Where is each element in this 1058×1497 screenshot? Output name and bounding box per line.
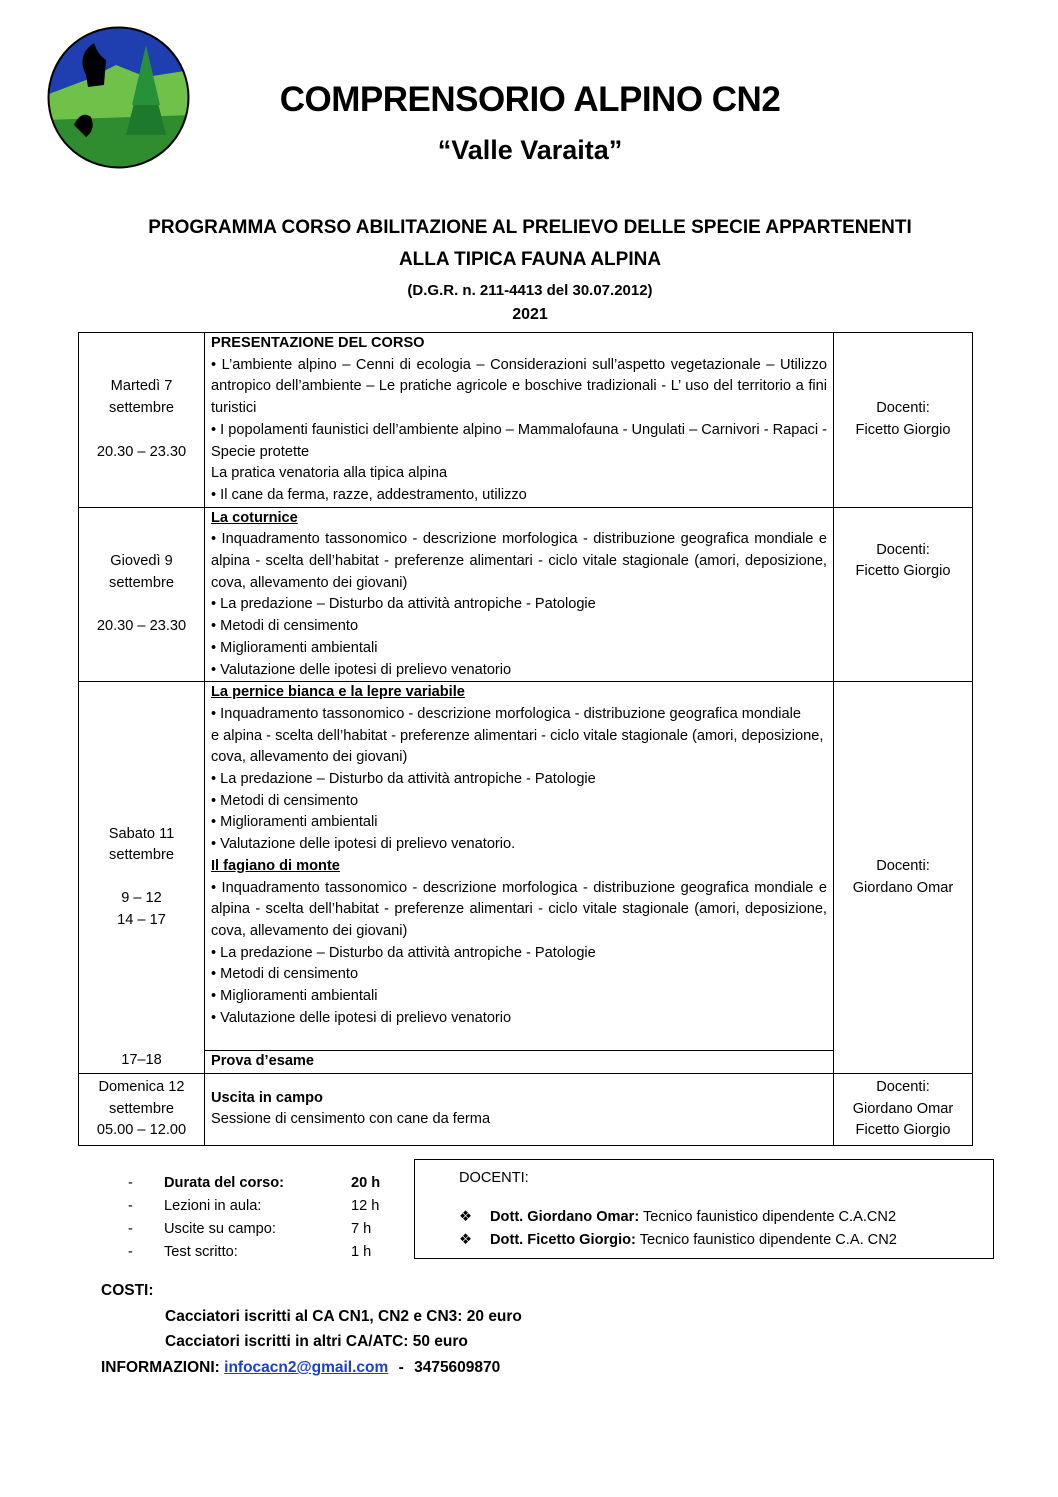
program-year: 2021: [512, 306, 548, 323]
list-item: • I popolamenti faunistici dell’ambiente alpino – Mammalofauna - Ungulati – Carnivori - Rapaci - Specie protette: [211, 420, 827, 463]
time-label: 20.30 – 23.30: [96, 618, 187, 635]
date-cell: [79, 682, 205, 1074]
content-cell: [205, 682, 834, 1051]
list-item: • Valutazione delle ipotesi di prelievo venatorio.: [211, 834, 827, 856]
content-cell: [205, 1073, 834, 1145]
list-item: • Metodi di censimento: [211, 964, 827, 986]
diamond-bullet-icon: ❖: [459, 1209, 473, 1225]
teacher-cell: [834, 682, 973, 1074]
day-label: Giovedì 9: [110, 552, 173, 569]
list-item: e alpina - scelta dell’habitat - preferenze alimentari - ciclo vitale stagionale (amori, deposizione, cova, allevamento dei giovani): [211, 727, 824, 766]
list-item: • Metodi di censimento: [211, 616, 827, 638]
content-cell: [205, 333, 834, 508]
exam-label: Prova d’esame: [211, 1053, 315, 1070]
list-item: • Inquadramento tassonomico - descrizione morfologica - distribuzione geografica mondiale e alpina - scelta dell’habitat - preferenze alimentari - ciclo vitale stagionale (amori, deposizione, cova, allevamento dei giovani): [211, 878, 827, 943]
date-cell: [79, 333, 205, 508]
page-title: COMPRENSORIO ALPINO CN2: [279, 80, 781, 119]
list-item: • La predazione – Disturbo da attività antropiche - Patologie: [211, 594, 827, 616]
teacher-name: Dott. Ficetto Giorgio:: [490, 1232, 636, 1248]
list-item: Sessione di censimento con cane da ferma: [211, 1111, 491, 1128]
teacher-name: Ficetto Giorgio: [855, 1122, 951, 1139]
info-line: [101, 1359, 500, 1377]
teacher-label: Docenti:: [876, 541, 930, 558]
time-label: 9 – 12: [121, 890, 162, 907]
list-item: • Miglioramenti ambientali: [211, 812, 827, 834]
hours-value: 7 h: [351, 1221, 372, 1237]
day-label: Sabato 11: [108, 825, 175, 842]
program-dgr: (D.G.R. n. 211-4413 del 30.07.2012): [407, 282, 653, 299]
list-item: [459, 1208, 896, 1225]
month-label: settembre: [109, 1100, 174, 1117]
table-row: [79, 333, 973, 508]
teacher-role: Tecnico faunistico dipendente C.A. CN2: [639, 1232, 897, 1248]
list-item: • La predazione – Disturbo da attività antropiche - Patologie: [211, 769, 827, 791]
dash-marker: -: [128, 1175, 133, 1191]
list-item: • L’ambiente alpino – Cenni di ecologia – Considerazioni sull’aspetto vegetazionale – Utilizzo antropico dell’ambiente – Le pratiche agricole e boschive tradizionali - L’ uso del territorio a fini turistici: [211, 355, 827, 420]
dash-marker: -: [128, 1198, 133, 1214]
list-item: • La predazione – Disturbo da attività antropiche - Patologie: [211, 943, 827, 965]
section-heading: La pernice bianca e la lepre variabile: [211, 684, 465, 701]
section-heading: Il fagiano di monte: [211, 857, 340, 874]
month-label: settembre: [109, 574, 174, 591]
teacher-cell: [834, 333, 973, 508]
list-item: • Inquadramento tassonomico - descrizione morfologica - distribuzione geografica mondiale: [211, 704, 827, 726]
month-label: settembre: [109, 399, 174, 416]
dash-marker: -: [128, 1244, 133, 1260]
teachers-box: [414, 1159, 994, 1259]
diamond-bullet-icon: ❖: [459, 1232, 473, 1248]
page-subtitle: “Valle Varaita”: [437, 135, 623, 165]
email-link[interactable]: infocacn2@gmail.com: [224, 1359, 389, 1376]
time-label: 20.30 – 23.30: [96, 443, 187, 460]
dash-marker: -: [128, 1221, 133, 1237]
table-row: [79, 1073, 973, 1145]
hours-value: 1 h: [351, 1244, 372, 1260]
program-title-line2: ALLA TIPICA FAUNA ALPINA: [398, 249, 662, 270]
list-item: • Valutazione delle ipotesi di prelievo venatorio: [211, 1008, 827, 1030]
teacher-label: Docenti:: [876, 857, 930, 874]
list-item: • Miglioramenti ambientali: [211, 638, 827, 660]
cost-line: Cacciatori iscritti al CA CN1, CN2 e CN3: 20 euro: [165, 1308, 522, 1325]
list-item: [128, 1195, 391, 1218]
table-row: [79, 682, 973, 1051]
list-item: [128, 1241, 391, 1264]
time-label: 17–18: [121, 1052, 162, 1069]
list-item: • Il cane da ferma, razze, addestramento, utilizzo: [211, 485, 827, 507]
section-heading: PRESENTAZIONE DEL CORSO: [211, 335, 425, 351]
section-heading: Uscita in campo: [211, 1089, 323, 1106]
teachers-heading: DOCENTI:: [459, 1170, 529, 1186]
schedule-table: [78, 332, 973, 1146]
list-item: La pratica venatoria alla tipica alpina: [211, 465, 448, 482]
list-item: [128, 1172, 391, 1195]
teacher-cell: [834, 507, 973, 682]
phone-number: 3475609870: [414, 1359, 501, 1376]
hours-label: Durata del corso:: [164, 1175, 285, 1191]
teacher-name: Giordano Omar: [852, 879, 954, 896]
teacher-name: Giordano Omar: [852, 1100, 954, 1117]
hours-value: 20 h: [351, 1175, 381, 1191]
separator: -: [398, 1359, 404, 1376]
program-title-line1: PROGRAMMA CORSO ABILITAZIONE AL PRELIEVO DELLE SPECIE APPARTENENTI: [148, 217, 912, 238]
teacher-name: Ficetto Giorgio: [855, 421, 951, 438]
hours-label: Uscite su campo:: [164, 1221, 276, 1237]
hours-label: Test scritto:: [164, 1244, 238, 1260]
date-cell: [79, 1073, 205, 1145]
teacher-role: Tecnico faunistico dipendente C.A.CN2: [642, 1209, 897, 1225]
list-item: [459, 1231, 897, 1248]
info-label: INFORMAZIONI:: [101, 1359, 220, 1376]
list-item: • Inquadramento tassonomico - descrizione morfologica - distribuzione geografica mondiale e alpina - scelta dell’habitat - preferenze alimentari - ciclo vitale stagionale (amori, deposizione, cova, allevamento dei giovani): [211, 529, 827, 594]
time-label: 14 – 17: [117, 911, 166, 928]
costs-heading: COSTI:: [101, 1282, 154, 1299]
hours-value: 12 h: [351, 1198, 380, 1214]
teacher-name: Ficetto Giorgio: [855, 563, 951, 580]
table-row: [79, 507, 973, 682]
hours-label: Lezioni in aula:: [164, 1198, 262, 1214]
teacher-label: Docenti:: [876, 1078, 930, 1095]
time-label: 05.00 – 12.00: [96, 1122, 187, 1139]
list-item: • Metodi di censimento: [211, 791, 827, 813]
month-label: settembre: [109, 847, 174, 864]
cost-line: Cacciatori iscritti in altri CA/ATC: 50 euro: [165, 1333, 468, 1350]
date-cell: [79, 507, 205, 682]
list-item: • Miglioramenti ambientali: [211, 986, 827, 1008]
teacher-name: Dott. Giordano Omar:: [490, 1209, 640, 1225]
content-cell: [205, 1051, 834, 1074]
list-item: [128, 1218, 391, 1241]
logo: [46, 25, 191, 170]
section-heading: La coturnice: [211, 509, 298, 526]
teacher-label: Docenti:: [876, 400, 930, 417]
course-hours-list: [128, 1172, 391, 1264]
day-label: Domenica 12: [98, 1078, 185, 1095]
day-label: Martedì 7: [110, 378, 173, 395]
teacher-cell: [834, 1073, 973, 1145]
content-cell: [205, 507, 834, 682]
list-item: • Valutazione delle ipotesi di prelievo venatorio: [211, 660, 827, 682]
